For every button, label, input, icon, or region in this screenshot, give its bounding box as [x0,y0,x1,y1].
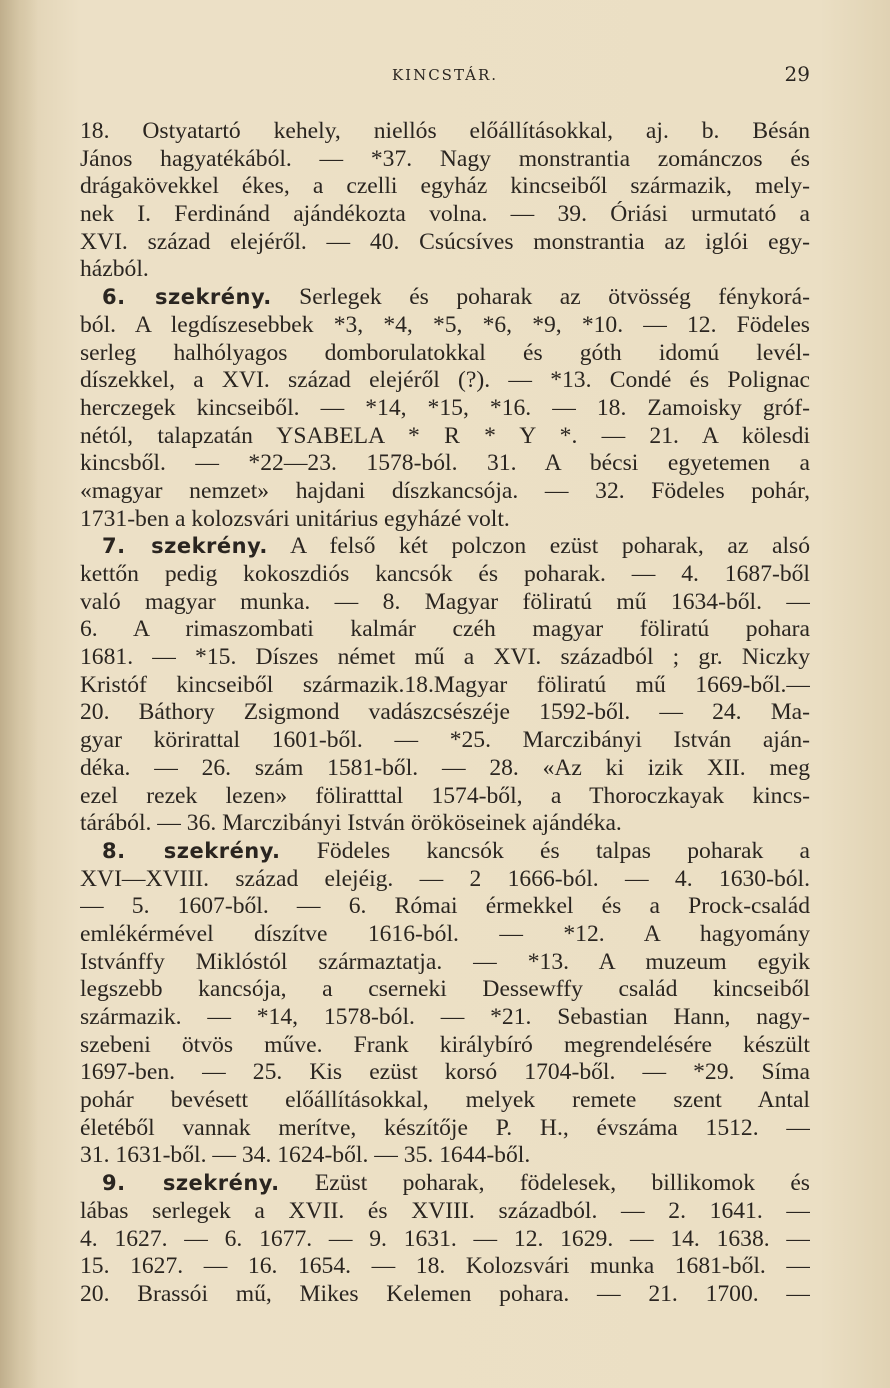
text-line: emlékérmével díszítve 1616-ból. — *12. A hagyomány [80,920,810,947]
text-line: — 5. 1607-ből. — 6. Római érmekkel és a Prock-család [80,893,810,920]
page-number: 29 [784,62,810,86]
text-line: nétól, talapzatán YSABELA * R * Y *. — 21. A kölesdi [80,422,810,449]
text-line: legszebb kancsója, a cserneki Dessewffy család kincseiből [80,976,810,1003]
text-line: gyar körirattal 1601-ből. — *25. Marczibányi István aján- [80,727,810,754]
text-line: származik. — *14, 1578-ból. — *21. Sebastian Hann, nagy- [80,1004,810,1030]
text-line: szebeni ötvös műve. Frank királybíró megrendelésére készült [80,1031,810,1058]
text-line: díszekkel, a XVI. század elejéről (?). — *13. Condé és Polignac [80,367,810,394]
text-line: 1731-ben a kolozsvári unitárius egyházé volt. [80,505,510,532]
text-line: ból. A legdíszesebbek *3, *4, *5, *6, *9, *10. — 12. Födeles [80,311,810,338]
text-line: házból. [80,256,149,283]
text-line: Istvánffy Miklóstól származtatja. — *13. A muzeum egyik [80,948,810,975]
text-line: «magyar nemzet» hajdani díszkancsója. — 32. Födeles pohár, [80,477,810,504]
text-line: 18. Ostyatartó kehely, niellós előállításokkal, aj. b. Bésán [80,118,810,144]
text-line: déka. — 26. szám 1581-ből. — 28. «Az ki izik XII. meg [80,754,810,781]
text-line: kettőn pedig kokoszdiós kancsók és poharak. — 4. 1687-ből [80,561,810,587]
running-head [80,62,810,92]
text-line: életéből vannak merítve, készítője P. H., évszáma 1512. — [80,1114,810,1141]
text-line: XVI—XVIII. század elejéig. — 2 1666-ból. — 4. 1630-ból. [80,865,810,892]
text-line: pohár bevésett előállításokkal, melyek remete szent Antal [80,1087,810,1114]
text-line: 1681. — *15. Díszes német mű a XVI. századból ; gr. Niczky [80,644,810,671]
text-line: való magyar munka. — 8. Magyar föliratú mű 1634-ből. — [80,588,810,615]
text-line: 6. A rimaszombati kalmár czéh magyar föliratú pohara [80,616,810,643]
text-line: 7. szekrény. A felső két polczon ezüst poharak, az alsó [102,533,810,560]
text-line: lábas serlegek a XVII. és XVIII. századból. — 2. 1641. — [80,1197,810,1224]
section-heading: 7. szekrény. [102,534,268,559]
text-line: 15. 1627. — 16. 1654. — 18. Kolozsvári munka 1681-ből. — [80,1253,810,1280]
text-line: XVI. század elejéről. — 40. Csúcsíves monstrantia az iglói egy- [80,228,810,255]
text-line: 8. szekrény. Födeles kancsók és talpas poharak a [102,837,810,864]
text-line: 20. Brassói mű, Mikes Kelemen pohara. — 21. 1700. — [80,1280,810,1307]
text-line: 6. szekrény. Serlegek és poharak az ötvösség fénykorá- [102,284,810,311]
body-text [80,118,810,1309]
text-line: tárából. — 36. Marczibányi István örököseinek ajándéka. [80,810,622,837]
section-heading: 8. szekrény. [102,838,281,863]
text-line: nek I. Ferdinánd ajándékozta volna. — 39. Óriási urmutató a [80,201,810,228]
text-line: drágakövekkel ékes, a czelli egyház kincseiből származik, mely- [80,173,810,200]
text-line: herczegek kincseiből. — *14, *15, *16. — 18. Zamoisky gróf- [80,394,810,421]
text-line: ezel rezek lezen» föliratttal 1574-ből, a Thoroczkayak kincs- [80,782,810,809]
text-line: kincsből. — *22—23. 1578-ból. 31. A bécsi egyetemen a [80,450,810,477]
text-line: 1697-ben. — 25. Kis ezüst korsó 1704-ből. — *29. Síma [80,1059,810,1086]
text-line: 4. 1627. — 6. 1677. — 9. 1631. — 12. 1629. — 14. 1638. — [80,1225,810,1252]
text-line: serleg halhólyagos domborulatokkal és góth idomú levél- [80,339,810,366]
text-line: 20. Báthory Zsigmond vadászcsészéje 1592-ből. — 24. Ma- [80,699,810,726]
section-heading: 9. szekrény. [102,1171,280,1196]
running-title: KINCSTÁR. [391,66,499,84]
text-line: 9. szekrény. Ezüst poharak, födelesek, billikomok és [102,1170,810,1197]
text-line: 31. 1631-ből. — 34. 1624-ből. — 35. 1644-ből. [80,1142,531,1169]
text-line: Kristóf kincseiből származik.18.Magyar föliratú mű 1669-ből.— [80,671,810,698]
page-spine-shadow [0,0,38,1388]
section-heading: 6. szekrény. [102,285,272,310]
text-line: János hagyatékából. — *37. Nagy monstrantia zománczos és [80,145,810,172]
